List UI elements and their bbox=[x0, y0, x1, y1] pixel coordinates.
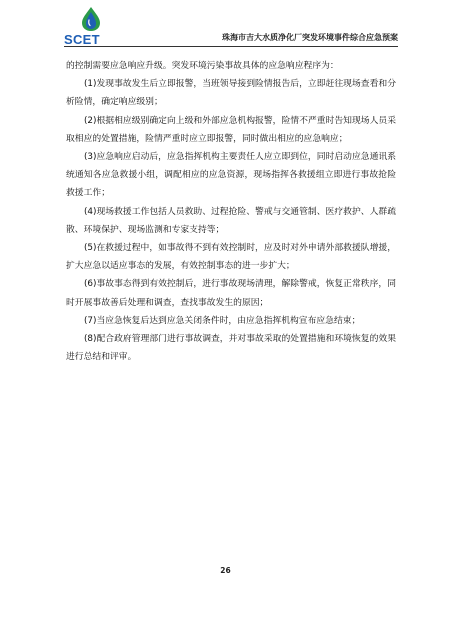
logo-wordmark: SCET bbox=[64, 32, 100, 47]
procedure-step-4: (4)现场救援工作包括人员救助、过程抢险、警戒与交通管制、医疗救护、人群疏散、环境保护、现场监测和专家支持等； bbox=[66, 206, 396, 235]
procedure-step-6: (6)事故事态得到有效控制后，进行事故现场清理，解除警戒，恢复正常秩序，同时开展事故善后处理和调查，查找事故发生的原因； bbox=[66, 279, 396, 308]
page-number: 26 bbox=[220, 566, 231, 575]
water-drop-logo-icon bbox=[74, 6, 108, 32]
procedure-step-8: (8)配合政府管理部门进行事故调查，并对事故采取的处置措施和环境恢复的效果进行总结和评审。 bbox=[66, 334, 396, 363]
company-logo bbox=[64, 6, 120, 46]
page-header bbox=[64, 0, 398, 48]
procedure-step-1: (1)发现事故发生后立即报警，当班领导接到险情报告后，立即赶往现场查看和分析险情，确定响应级别； bbox=[66, 79, 396, 108]
document-title: 珠海市吉大水质净化厂突发环境事件综合应急预案 bbox=[222, 33, 398, 42]
procedure-step-5: (5)在救援过程中，如事故得不到有效控制时，应及时对外申请外部救援队增援，扩大应急以适应事态的发展，有效控制事态的进一步扩大； bbox=[66, 243, 396, 272]
page-body bbox=[66, 57, 396, 366]
header-divider bbox=[64, 46, 398, 47]
body-paragraph: 的控制需要应急响应升级。突发环境污染事故具体的应急响应程序为： bbox=[66, 61, 339, 71]
procedure-step-2: (2)根据相应级别确定向上级和外部应急机构报警，险情不严重时告知现场人员采取相应的处置措施，险情严重时应立即报警，同时做出相应的应急响应； bbox=[66, 115, 396, 144]
procedure-step-3: (3)应急响应启动后，应急指挥机构主要责任人应立即到位，同时启动应急通讯系统通知各应急救援小组，调配相应的应急资源，现场指挥各救援组立即进行事故抢险救援工作； bbox=[66, 152, 396, 199]
procedure-step-7: (7)当应急恢复后达到应急关闭条件时，由应急指挥机构宣布应急结束； bbox=[84, 315, 361, 326]
